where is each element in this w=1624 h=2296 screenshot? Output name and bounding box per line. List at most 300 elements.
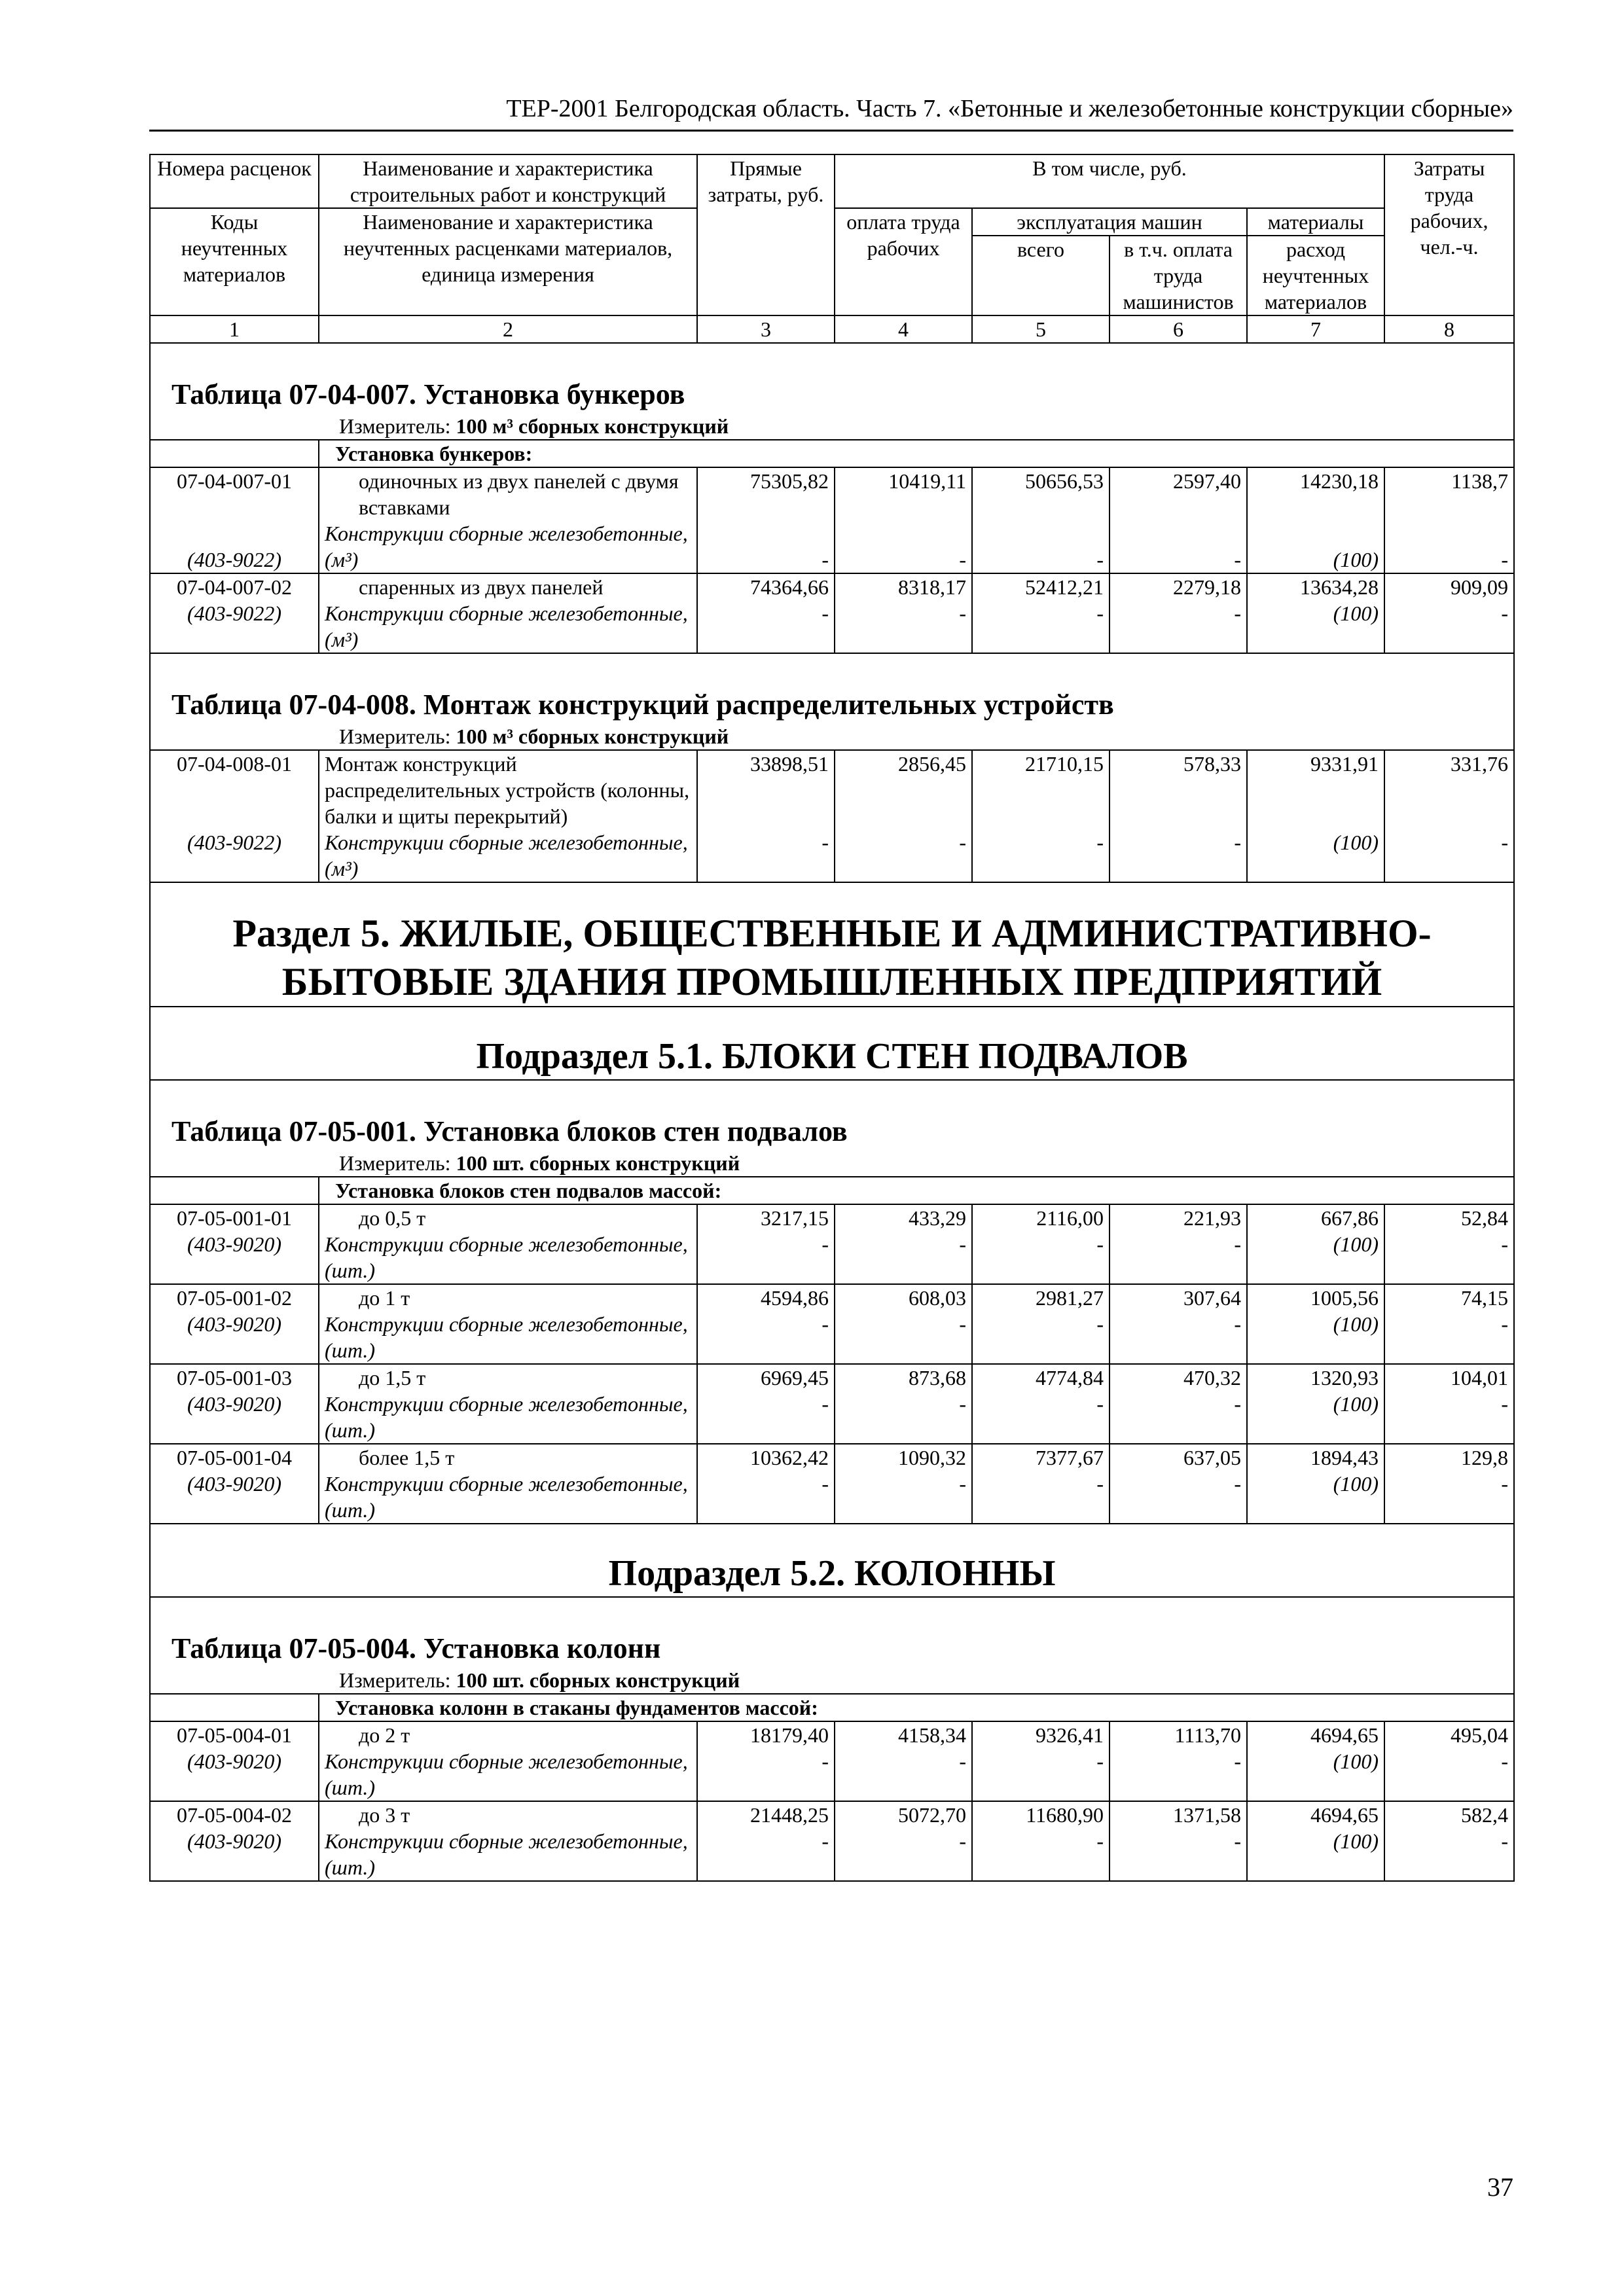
subsection-heading: Подраздел 5.1. БЛОКИ СТЕН ПОДВАЛОВ: [476, 1036, 1188, 1077]
value-cell: [1384, 1801, 1514, 1881]
material-name: Конструкции сборные железобетонные, (шт.): [325, 1312, 688, 1362]
header-row-1: [150, 154, 1514, 208]
rate-value: 10419,11: [888, 469, 966, 493]
table-caption-row: [150, 1597, 1514, 1694]
rate-value: 1113,70: [1174, 1723, 1241, 1747]
rate-value: 667,86: [1321, 1206, 1379, 1230]
rate-value: 74,15: [1461, 1286, 1509, 1310]
value-cell: [1247, 1444, 1384, 1524]
rate-value: 75305,82: [750, 469, 829, 493]
material-value: -: [959, 831, 966, 854]
measure-line: [156, 1667, 1508, 1693]
value-cell: [1384, 467, 1514, 573]
value-cell: [972, 1364, 1110, 1444]
rate-value: 10362,42: [750, 1446, 829, 1469]
rate-value: 331,76: [1451, 752, 1509, 776]
rate-value: 9331,91: [1310, 752, 1379, 776]
machines-header: эксплуатация машин: [972, 208, 1247, 236]
value-cell: [835, 1204, 972, 1284]
page-number: 37: [1487, 2172, 1513, 2202]
rate-value: 33898,51: [750, 752, 829, 776]
value-cell: [1110, 573, 1247, 653]
col2-top-header: Наименование и характеристика строительных работ и конструкций: [319, 154, 697, 208]
value-cell: [835, 1364, 972, 1444]
header-title: ТЕР-2001 Белгородская область. Часть 7. «Бетонные и железобетонные конструкции сборные»: [506, 95, 1513, 122]
value-cell: [1247, 1204, 1384, 1284]
table-caption-row-cell: [150, 1080, 1514, 1177]
col-number: 3: [697, 315, 835, 343]
incl-header: В том числе, руб.: [835, 154, 1384, 208]
rate-value: 21448,25: [750, 1803, 829, 1827]
rate-row: [150, 1204, 1514, 1284]
rate-value: 18179,40: [750, 1723, 829, 1747]
measure-value: 100 шт. сборных конструкций: [456, 1668, 740, 1692]
rate-row: [150, 1801, 1514, 1881]
table-caption-row-cell: [150, 343, 1514, 440]
rate-row: [150, 467, 1514, 573]
value-cell: [835, 1284, 972, 1364]
material-value: (100): [1333, 1749, 1379, 1773]
rate-value: 873,68: [909, 1366, 966, 1390]
rate-value: 1090,32: [898, 1446, 966, 1469]
material-value: -: [1234, 831, 1241, 854]
value-cell: [972, 573, 1110, 653]
section-heading-row-cell: [150, 882, 1514, 1007]
material-value: (100): [1333, 1392, 1379, 1416]
material-value: -: [959, 601, 966, 625]
measure-value: 100 м³ сборных конструкций: [456, 725, 729, 748]
rate-name: до 1 т: [359, 1286, 410, 1310]
rate-code: 07-05-001-02: [177, 1286, 292, 1310]
value-cell: [1110, 1204, 1247, 1284]
material-value: (100): [1333, 1232, 1379, 1256]
material-value: -: [1096, 1749, 1104, 1773]
rate-description-cell: [319, 1721, 697, 1801]
group-label: Установка колонн в стаканы фундаментов массой:: [319, 1694, 1514, 1721]
value-cell: [697, 1721, 835, 1801]
measure-line: [156, 723, 1508, 749]
rate-code: 07-05-001-03: [177, 1366, 292, 1390]
value-cell: [697, 1204, 835, 1284]
material-value: -: [821, 1392, 829, 1416]
rate-row: [150, 1721, 1514, 1801]
subsection-heading-row-cell: [150, 1007, 1514, 1080]
measure-label: Измеритель:: [339, 725, 456, 748]
col3-header: Прямые затраты, руб.: [697, 154, 835, 315]
section-heading-row: [150, 882, 1514, 1007]
material-value: -: [959, 1472, 966, 1496]
subsection-heading-row: [150, 1007, 1514, 1080]
material-value: (100): [1333, 1472, 1379, 1496]
value-cell: [1384, 1721, 1514, 1801]
table-caption: [156, 1081, 1508, 1176]
material-value: -: [821, 1232, 829, 1256]
rate-code-cell: [150, 1444, 319, 1524]
rate-value: 9326,41: [1036, 1723, 1104, 1747]
value-cell: [1110, 1284, 1247, 1364]
material-value: -: [1234, 601, 1241, 625]
rate-code: 07-05-001-04: [177, 1446, 292, 1469]
rate-value: 50656,53: [1025, 469, 1104, 493]
material-value: -: [1501, 601, 1509, 625]
rate-value: 2981,27: [1036, 1286, 1104, 1310]
material-value: -: [821, 1312, 829, 1336]
table-caption: [156, 654, 1508, 749]
rate-description-cell: [319, 1444, 697, 1524]
material-value: -: [1501, 831, 1509, 854]
rate-name: спаренных из двух панелей: [359, 575, 604, 599]
material-value: -: [821, 1829, 829, 1853]
measure-line: [156, 413, 1508, 439]
material-value: -: [1501, 1392, 1509, 1416]
rate-value: 129,8: [1461, 1446, 1509, 1469]
rate-value: 4594,86: [761, 1286, 829, 1310]
value-cell: [697, 1801, 835, 1881]
material-name: Конструкции сборные железобетонные, (м³): [325, 601, 688, 651]
material-code: (403-9020): [187, 1749, 281, 1773]
materials-header: материалы: [1247, 208, 1384, 236]
material-value: -: [1096, 1829, 1104, 1853]
col2-bottom-header: Наименование и характеристика неучтенных расценками материалов, единица измерения: [319, 208, 697, 315]
material-value: -: [1096, 1312, 1104, 1336]
value-cell: [1247, 467, 1384, 573]
rate-value: 14230,18: [1300, 469, 1379, 493]
rate-value: 470,32: [1183, 1366, 1241, 1390]
value-cell: [835, 1444, 972, 1524]
rate-value: 221,93: [1183, 1206, 1241, 1230]
material-code: (403-9020): [187, 1829, 281, 1853]
rate-name: одиночных из двух панелей с двумя вставками: [359, 469, 679, 519]
table-title: Таблица 07-05-001. Установка блоков стен подвалов: [171, 1115, 848, 1147]
rate-value: 6969,45: [761, 1366, 829, 1390]
rate-value: 4694,65: [1310, 1803, 1379, 1827]
value-cell: [697, 467, 835, 573]
value-cell: [835, 467, 972, 573]
rate-value: 4158,34: [898, 1723, 966, 1747]
col-number: 8: [1384, 315, 1514, 343]
material-value: (100): [1333, 601, 1379, 625]
value-cell: [1384, 1204, 1514, 1284]
rate-value: 1894,43: [1310, 1446, 1379, 1469]
value-cell: [1110, 1364, 1247, 1444]
rate-name: до 2 т: [359, 1723, 410, 1747]
material-value: -: [1501, 1232, 1509, 1256]
group-label: Установка бункеров:: [319, 440, 1514, 467]
measure-label: Измеритель:: [339, 414, 456, 438]
material-code: (403-9020): [187, 1392, 281, 1416]
material-value: -: [1234, 1232, 1241, 1256]
value-cell: [697, 1364, 835, 1444]
subsection-heading-row: [150, 1524, 1514, 1597]
material-value: -: [1096, 1392, 1104, 1416]
col-number: 7: [1247, 315, 1384, 343]
value-cell: [835, 1721, 972, 1801]
price-table: [149, 154, 1515, 1882]
rate-value: 2856,45: [898, 752, 966, 776]
value-cell: [1384, 573, 1514, 653]
value-cell: [972, 467, 1110, 573]
document-body: [149, 154, 1513, 2052]
material-value: -: [1096, 831, 1104, 854]
material-value: -: [1096, 548, 1104, 571]
rate-value: 2279,18: [1173, 575, 1241, 599]
material-value: -: [1234, 1749, 1241, 1773]
rate-code: 07-04-008-01: [177, 752, 292, 776]
table-title: Таблица 07-05-004. Установка колонн: [171, 1632, 661, 1664]
material-value: -: [1234, 1312, 1241, 1336]
material-value: -: [821, 548, 829, 571]
rate-value: 909,09: [1451, 575, 1509, 599]
value-cell: [1110, 1801, 1247, 1881]
value-cell: [697, 573, 835, 653]
table-body: [150, 154, 1514, 1881]
value-cell: [1247, 1801, 1384, 1881]
table-caption-row: [150, 343, 1514, 440]
material-name: Конструкции сборные железобетонные, (шт.): [325, 1392, 688, 1442]
value-cell: [972, 750, 1110, 882]
rate-code: 07-05-004-02: [177, 1803, 292, 1827]
rate-code-cell: [150, 1284, 319, 1364]
rate-value: 578,33: [1183, 752, 1241, 776]
group-code-cell: [150, 440, 319, 467]
rate-value: 582,4: [1461, 1803, 1509, 1827]
material-value: -: [821, 831, 829, 854]
value-cell: [1247, 1364, 1384, 1444]
rate-code-cell: [150, 1721, 319, 1801]
rate-code: 07-05-004-01: [177, 1723, 292, 1747]
material-value: -: [959, 1829, 966, 1853]
rate-value: 5072,70: [898, 1803, 966, 1827]
rate-name: до 3 т: [359, 1803, 410, 1827]
rate-description-cell: [319, 467, 697, 573]
rate-value: 21710,15: [1025, 752, 1104, 776]
material-value: -: [1501, 1829, 1509, 1853]
group-code-cell: [150, 1694, 319, 1721]
col1-bottom-header: Коды неучтенных материалов: [150, 208, 319, 315]
table-title: Таблица 07-04-007. Установка бункеров: [171, 378, 685, 410]
rate-value: 307,64: [1183, 1286, 1241, 1310]
material-code: (403-9022): [187, 548, 281, 571]
value-cell: [1247, 1721, 1384, 1801]
rate-value: 11680,90: [1026, 1803, 1104, 1827]
rate-value: 608,03: [909, 1286, 966, 1310]
measure-label: Измеритель:: [339, 1668, 456, 1692]
rate-description-cell: [319, 1204, 697, 1284]
rate-value: 1005,56: [1310, 1286, 1379, 1310]
rate-row: [150, 573, 1514, 653]
value-cell: [697, 750, 835, 882]
measure-line: [156, 1150, 1508, 1176]
value-cell: [1110, 467, 1247, 573]
rate-code: 07-04-007-01: [177, 469, 292, 493]
material-value: -: [959, 1392, 966, 1416]
value-cell: [1247, 1284, 1384, 1364]
rate-name: более 1,5 т: [359, 1446, 455, 1469]
rate-value: 637,05: [1183, 1446, 1241, 1469]
rate-value: 2116,00: [1036, 1206, 1104, 1230]
rate-value: 3217,15: [761, 1206, 829, 1230]
value-cell: [1384, 750, 1514, 882]
table-caption-row: [150, 1080, 1514, 1177]
material-code: (403-9020): [187, 1472, 281, 1496]
value-cell: [972, 1721, 1110, 1801]
material-code: (403-9022): [187, 831, 281, 854]
col1-top-header: Номера расценок: [150, 154, 319, 208]
material-value: (100): [1333, 1312, 1379, 1336]
rate-code-cell: [150, 1364, 319, 1444]
rate-value: 1320,93: [1310, 1366, 1379, 1390]
material-value: -: [821, 1749, 829, 1773]
rate-value: 4774,84: [1036, 1366, 1104, 1390]
group-label: Установка блоков стен подвалов массой:: [319, 1177, 1514, 1204]
rate-value: 8318,17: [898, 575, 966, 599]
value-cell: [972, 1444, 1110, 1524]
material-value: -: [1234, 1392, 1241, 1416]
rate-value: 1371,58: [1173, 1803, 1241, 1827]
material-value: -: [821, 1472, 829, 1496]
material-name: Конструкции сборные железобетонные, (шт.): [325, 1472, 688, 1522]
material-name: Конструкции сборные железобетонные, (шт.): [325, 1232, 688, 1282]
value-cell: [1384, 1364, 1514, 1444]
value-cell: [835, 1801, 972, 1881]
col-number: 6: [1110, 315, 1247, 343]
rate-code-cell: [150, 750, 319, 882]
material-name: Конструкции сборные железобетонные, (м³): [325, 831, 688, 880]
rate-description-cell: [319, 1284, 697, 1364]
rate-code-cell: [150, 1204, 319, 1284]
rate-description-cell: [319, 750, 697, 882]
material-name: Конструкции сборные железобетонные, (шт.): [325, 1829, 688, 1879]
rate-value: 4694,65: [1310, 1723, 1379, 1747]
subsection-heading-row-cell: [150, 1524, 1514, 1597]
value-cell: [1247, 573, 1384, 653]
col-number: 1: [150, 315, 319, 343]
group-code-cell: [150, 1177, 319, 1204]
subsection-heading: Подраздел 5.2. КОЛОННЫ: [608, 1553, 1056, 1594]
rate-code-cell: [150, 573, 319, 653]
measure-value: 100 шт. сборных конструкций: [456, 1151, 740, 1175]
group-row: [150, 1694, 1514, 1721]
material-value: -: [1096, 1232, 1104, 1256]
material-value: -: [821, 601, 829, 625]
material-value: -: [959, 1749, 966, 1773]
col6-header: в т.ч. оплата труда машинистов: [1110, 236, 1247, 315]
table-caption-row-cell: [150, 653, 1514, 750]
col8-header: Затраты труда рабочих, чел.-ч.: [1384, 154, 1514, 315]
rate-row: [150, 1364, 1514, 1444]
table-caption: [156, 1598, 1508, 1693]
measure-label: Измеритель:: [339, 1151, 456, 1175]
measure-value: 100 м³ сборных конструкций: [456, 414, 729, 438]
rate-code: 07-04-007-02: [177, 575, 292, 599]
rate-value: 1138,7: [1451, 469, 1509, 493]
rate-code-cell: [150, 467, 319, 573]
material-value: -: [1501, 1472, 1509, 1496]
table-caption-row-cell: [150, 1597, 1514, 1694]
material-value: -: [1234, 1829, 1241, 1853]
rate-code-cell: [150, 1801, 319, 1881]
material-value: (100): [1333, 1829, 1379, 1853]
material-value: -: [959, 548, 966, 571]
page-header: [149, 90, 1513, 132]
rate-row: [150, 750, 1514, 882]
rate-value: 7377,67: [1036, 1446, 1104, 1469]
value-cell: [1247, 750, 1384, 882]
value-cell: [697, 1444, 835, 1524]
material-value: -: [1501, 1312, 1509, 1336]
material-value: (100): [1333, 831, 1379, 854]
material-value: -: [1096, 601, 1104, 625]
table-caption: [156, 344, 1508, 439]
value-cell: [1384, 1444, 1514, 1524]
material-code: (403-9020): [187, 1312, 281, 1336]
rate-value: 52,84: [1461, 1206, 1509, 1230]
rate-name: до 0,5 т: [359, 1206, 426, 1230]
material-code: (403-9022): [187, 601, 281, 625]
value-cell: [697, 1284, 835, 1364]
rate-value: 495,04: [1451, 1723, 1509, 1747]
material-value: -: [959, 1232, 966, 1256]
material-value: -: [1501, 548, 1509, 571]
table-caption-row: [150, 653, 1514, 750]
rate-value: 74364,66: [750, 575, 829, 599]
col4-header: оплата труда рабочих: [835, 208, 972, 315]
rate-name: Монтаж конструкций распределительных устройств (колонны, балки и щиты перекрытий): [325, 752, 690, 828]
value-cell: [972, 1801, 1110, 1881]
rate-code: 07-05-001-01: [177, 1206, 292, 1230]
rate-description-cell: [319, 1801, 697, 1881]
material-value: -: [1234, 548, 1241, 571]
material-code: (403-9020): [187, 1232, 281, 1256]
rate-value: 52412,21: [1025, 575, 1104, 599]
value-cell: [1384, 1284, 1514, 1364]
material-name: Конструкции сборные железобетонные, (м³): [325, 522, 688, 571]
material-name: Конструкции сборные железобетонные, (шт.): [325, 1749, 688, 1799]
material-value: -: [959, 1312, 966, 1336]
rate-name: до 1,5 т: [359, 1366, 426, 1390]
value-cell: [1110, 1721, 1247, 1801]
material-value: -: [1501, 1749, 1509, 1773]
group-row: [150, 1177, 1514, 1204]
column-numbers-row: [150, 315, 1514, 343]
rate-value: 13634,28: [1300, 575, 1379, 599]
material-value: -: [1096, 1472, 1104, 1496]
value-cell: [972, 1284, 1110, 1364]
value-cell: [1110, 750, 1247, 882]
rate-value: 104,01: [1451, 1366, 1509, 1390]
value-cell: [835, 573, 972, 653]
value-cell: [1110, 1444, 1247, 1524]
table-title: Таблица 07-04-008. Монтаж конструкций распределительных устройств: [171, 689, 1114, 721]
col7-header: расход неучтенных материалов: [1247, 236, 1384, 315]
col-number: 4: [835, 315, 972, 343]
rate-description-cell: [319, 1364, 697, 1444]
rate-value: 433,29: [909, 1206, 966, 1230]
value-cell: [972, 1204, 1110, 1284]
group-row: [150, 440, 1514, 467]
col5-header: всего: [972, 236, 1110, 315]
rate-value: 2597,40: [1173, 469, 1241, 493]
section-heading: Раздел 5. ЖИЛЫЕ, ОБЩЕСТВЕННЫЕ И АДМИНИСТРАТИВНО-БЫТОВЫЕ ЗДАНИЯ ПРОМЫШЛЕННЫХ ПРЕДПРИЯТИЙ: [232, 912, 1432, 1003]
col-number: 2: [319, 315, 697, 343]
col-number: 5: [972, 315, 1110, 343]
rate-description-cell: [319, 573, 697, 653]
material-value: -: [1234, 1472, 1241, 1496]
value-cell: [835, 750, 972, 882]
material-value: (100): [1333, 548, 1379, 571]
rate-row: [150, 1284, 1514, 1364]
rate-row: [150, 1444, 1514, 1524]
